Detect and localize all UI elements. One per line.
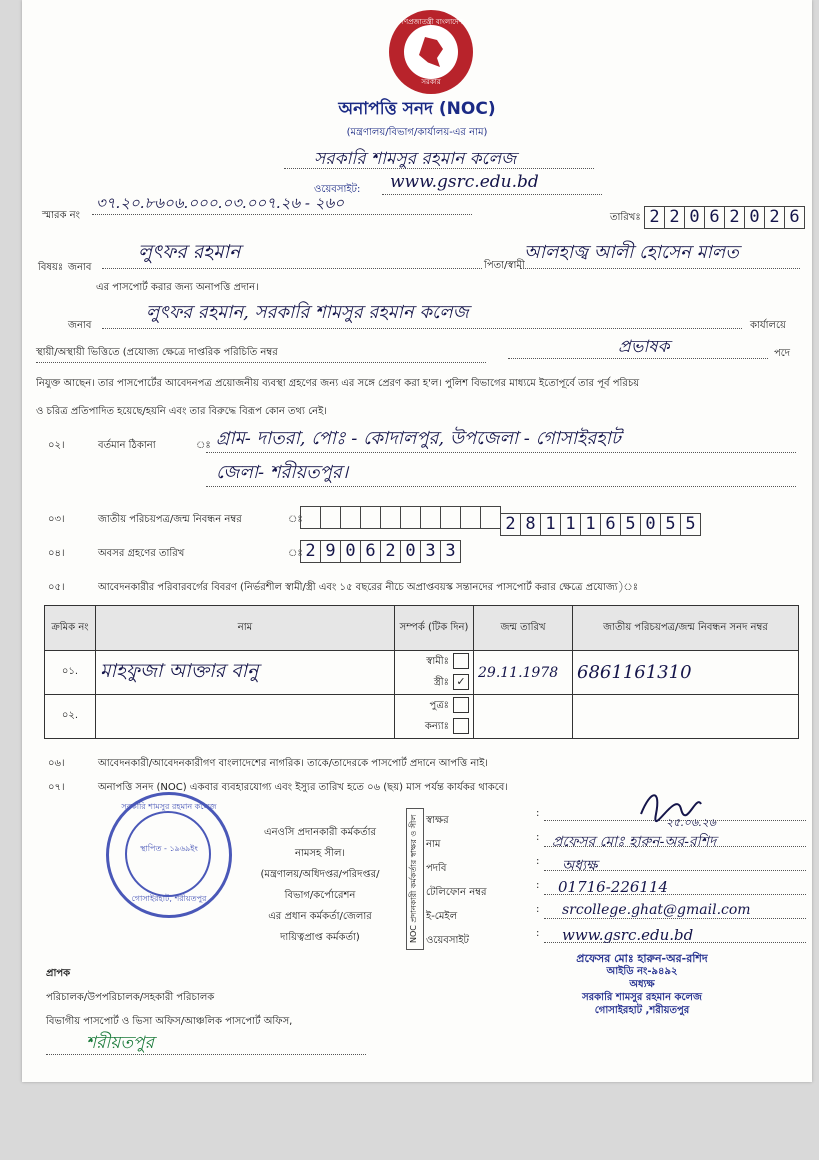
nid-digit-box (460, 506, 481, 529)
seal-line-address: গোসাইরহাট ,শরীয়তপুর (594, 1005, 690, 1016)
field-label: পদবি (426, 863, 447, 874)
date-digit-box: 2 (724, 206, 745, 229)
office-suffix: কার্যালয়ে (750, 320, 786, 331)
table-row (45, 695, 799, 739)
sign-date: ২৫.০৬.২৬ (666, 816, 716, 829)
issuer-desc-line: এনওসি প্রদানকারী কর্মকর্তার (263, 827, 377, 838)
principal-seal (522, 952, 762, 1017)
field-email: ই-মেইল : srcollege.ghat@gmail.com (426, 904, 806, 928)
nid-digit-box (340, 506, 361, 529)
field-label: টেলিফোন নম্বর (426, 887, 487, 898)
body-janab: জনাব (68, 320, 92, 331)
row-relation (395, 695, 474, 739)
temp-line-text: স্থায়ী/অস্থায়ী ভিত্তিতে (প্রযোজ্য ক্ষেত্রে দাপ্তরিক পরিচিতি নম্বর (36, 347, 278, 358)
nid-digit-box (480, 506, 501, 529)
college-stamp (106, 792, 232, 918)
father-name: আলহাজ্ব আলী হোসেন মালত (524, 242, 739, 263)
issuer-phone: 01716-226114 (558, 878, 669, 896)
recipient-label: প্রাপক (46, 968, 71, 979)
nid-digit-box (440, 506, 461, 529)
nid-digit-box (300, 506, 321, 529)
memo-label: স্মারক নং (42, 210, 80, 221)
item-02-colon: ঃ (196, 440, 211, 451)
retirement-date-boxes (300, 540, 460, 563)
nid-digit-box (360, 506, 381, 529)
field-signature: স্বাক্ষর : ২৫.০৬.২৬ (426, 808, 806, 832)
retire-digit-box: 0 (340, 540, 361, 563)
col-relation: সম্পর্ক (টিক দিন) (395, 606, 474, 651)
family-table-header (45, 606, 799, 651)
nid-digit-box: 8 (520, 513, 541, 536)
nid-digit-box: 5 (660, 513, 681, 536)
issuer-website: www.gsrc.edu.bd (562, 926, 694, 944)
subject-purpose: এর পাসপোর্ট করার জন্য অনাপত্তি প্রদান। (96, 282, 259, 293)
subtitle: (মন্ত্রণালয়/বিভাগ/কার্যালয়-এর নাম) (346, 127, 488, 138)
seal-line-designation: অধ্যক্ষ (629, 979, 655, 990)
item-04-label: অবসর গ্রহণের তারিখ (98, 548, 185, 559)
date-digit-box: 2 (644, 206, 665, 229)
row-dob (474, 695, 573, 739)
item-06-number: ০৬। (48, 758, 65, 769)
office-name-line (284, 146, 594, 169)
col-nid: জাতীয় পরিচয়পত্র/জন্ম নিবন্ধন সনদ নম্বর (573, 606, 799, 651)
husband-checkbox[interactable] (453, 653, 469, 669)
family-table (44, 605, 799, 739)
daughter-checkbox[interactable] (453, 718, 469, 734)
item-05-label: আবেদনকারীর পরিবারবর্গের বিবরণ (নির্ভরশীল স্বামী/স্ত্রী এবং ১৫ বছরের নীচে অপ্রাপ্তবয়স্ক সন্তানদের পাসপোর্ট করার ক্ষেত্রে প্রযোজ্য)ঃ (98, 582, 639, 593)
seal-line-college: সরকারি শামসুর রহমান কলেজ (582, 992, 702, 1003)
item-05-number: ০৫। (48, 582, 65, 593)
stamp-bottom-text: গোসাইরহাট, শরীয়তপুর (131, 894, 207, 903)
son-checkbox[interactable] (453, 697, 469, 713)
issuer-desc-line: দায়িত্বপ্রাপ্ত কর্মকর্তা) (280, 932, 360, 943)
memo-line (92, 192, 472, 215)
body-line-4: ও চরিত্র প্রতিপাদিত হয়েছে/হয়নি এবং তার বিরুদ্ধে বিরূপ কোন তথ্য নেই। (36, 406, 327, 417)
name-office-line (102, 298, 742, 329)
name-office: লুৎফর রহমান, সরকারি শামসুর রহমান কলেজ (146, 302, 469, 323)
subject-label: বিষয়ঃ (38, 262, 64, 273)
retire-digit-box: 3 (440, 540, 461, 563)
website-value: www.gsrc.edu.bd (390, 172, 539, 192)
issuer-fields (426, 808, 806, 952)
date-digit-box: 2 (764, 206, 785, 229)
date-digit-box: 2 (664, 206, 685, 229)
subject-janab: জনাব (68, 262, 92, 273)
item-03-label: জাতীয় পরিচয়পত্র/জন্ম নিবন্ধন নম্বর (98, 514, 242, 525)
relation-son-label: পুত্রঃ (429, 700, 449, 711)
row-nid (573, 651, 799, 695)
applicant-name-line (102, 238, 482, 269)
designation: প্রভাষক (618, 337, 670, 357)
nid-digit-box: 1 (560, 513, 581, 536)
designation-line (508, 334, 768, 359)
retire-digit-box: 2 (300, 540, 321, 563)
bangladesh-map-icon (416, 37, 446, 67)
item-03-number: ০৩। (48, 514, 65, 525)
nid-boxes (300, 506, 700, 536)
item-04-number: ০৪। (48, 548, 65, 559)
address-1: গ্রাম- দাতরা, পোঃ - কোদালপুর, উপজেলা - গোসাইরহাট (216, 428, 621, 449)
issuer-name: প্রফেসর মোঃ হারুন-অর-রশিদ (552, 834, 717, 850)
recipient-place: শরীয়তপুর (86, 1033, 154, 1053)
nid-digit-box: 5 (680, 513, 701, 536)
retire-digit-box: 0 (400, 540, 421, 563)
member-nid: 6861161310 (577, 662, 692, 683)
row-name (96, 695, 395, 739)
row-serial: ০২. (45, 695, 96, 739)
date-label: তারিখঃ (610, 212, 641, 223)
nid-digit-box: 6 (600, 513, 621, 536)
row-relation (395, 651, 474, 695)
government-seal (389, 10, 473, 94)
recipient-place-line (46, 1030, 366, 1055)
nid-digit-box: 0 (640, 513, 661, 536)
recipient-line-1: পরিচালক/উপপরিচালক/সহকারী পরিচালক (46, 992, 215, 1003)
row-nid (573, 695, 799, 739)
field-label: স্বাক্ষর (426, 815, 449, 826)
item-04-colon: ঃ (288, 548, 303, 559)
stamp-middle-text: স্থাপিত - ১৯৬৯ইং (140, 844, 198, 853)
item-02-label: বর্তমান ঠিকানা (98, 440, 156, 451)
issuer-email: srcollege.ghat@gmail.com (562, 902, 751, 918)
row-serial: ০১. (45, 651, 96, 695)
member-name: মাহফুজা আক্তার বানু (100, 659, 259, 682)
retire-digit-box: 9 (320, 540, 341, 563)
item-02-number: ০২। (48, 440, 65, 451)
date-digit-box: 0 (684, 206, 705, 229)
seal-bottom-text: সরকার (421, 78, 441, 86)
nid-digit-box (400, 506, 421, 529)
applicant-name: লুৎফর রহমান (138, 241, 241, 263)
item-07-number: ০৭। (48, 782, 65, 793)
nid-digit-box: 1 (540, 513, 561, 536)
seal-top-text: গণপ্রজাতন্ত্রী বাংলাদেশ (399, 18, 463, 26)
issuer-desc-line: এর প্রধান কর্মকর্তা/জেলার (268, 911, 372, 922)
field-website: ওয়েবসাইট : www.gsrc.edu.bd (426, 928, 806, 952)
field-phone: টেলিফোন নম্বর : 01716-226114 (426, 880, 806, 904)
nid-digit-box (420, 506, 441, 529)
issuer-desc-line: বিভাগ/কর্পোরেশন (284, 890, 356, 901)
seal-line-id: আইডি নং-৯৪৯২ (606, 966, 678, 977)
noc-vertical-text: NOC প্রদানকারী কর্মকর্তার স্বাক্ষর ও সীল (409, 814, 418, 944)
father-label: পিতা/স্বামী (484, 260, 525, 271)
issuer-designation: অধ্যক্ষ (562, 858, 598, 874)
issuer-desc-line: (মন্ত্রণালয়/অধিদপ্তর/পরিদপ্তর/ (260, 869, 380, 880)
col-serial: ক্রমিক নং (45, 606, 96, 651)
address-line-2 (206, 458, 796, 487)
field-label: ওয়েবসাইট (426, 935, 469, 946)
noc-document (22, 0, 812, 1082)
date-digit-box: 6 (704, 206, 725, 229)
row-name (96, 651, 395, 695)
stamp-top-text: সরকারি শামসুর রহমান কলেজ (121, 802, 217, 811)
recipient-line-2: বিভাগীয় পাসপোর্ট ও ভিসা অফিস/আঞ্চলিক পাসপোর্ট অফিস, (46, 1016, 293, 1027)
temp-line (36, 345, 486, 363)
body-line-3: নিযুক্ত আছেন। তার পাসপোর্টের আবেদনপত্র প্রয়োজনীয় ব্যবস্থা গ্রহণের জন্য এর সঙ্গে প্রেরণ করা হ'ল। পুলিশ বিভাগের মাধ্যমে ইতোপূর্বে তার পূর্ব পরিচয় (36, 378, 640, 389)
retire-digit-box: 2 (380, 540, 401, 563)
relation-husband-label: স্বামীঃ (426, 656, 449, 667)
retire-digit-box: 6 (360, 540, 381, 563)
relation-daughter-label: কন্যাঃ (424, 721, 449, 732)
relation-wife-label: স্ত্রীঃ (433, 677, 449, 688)
memo-number: ৩৭.২০.৮৬০৬.০০০.০৩.০০৭.২৬ - ২৬০ (96, 194, 345, 212)
seal-line-name: প্রফেসর মোঃ হারুন-অর-রশিদ (576, 952, 708, 965)
field-name: নাম : প্রফেসর মোঃ হারুন-অর-রশিদ (426, 832, 806, 856)
item-07-text: অনাপত্তি সনদ (NOC) একবার ব্যবহারযোগ্য এবং ইস্যুর তারিখ হতে ০৬ (ছয়) মাস পর্যন্ত কার্যকর থাকবে। (98, 782, 508, 793)
date-digit-box: 0 (744, 206, 765, 229)
issuer-desc-line: নামসহ সীল। (295, 848, 345, 859)
row-dob (474, 651, 573, 695)
page-title: অনাপত্তি সনদ (NOC) (338, 99, 496, 119)
wife-checkbox[interactable]: ✓ (453, 674, 469, 690)
address-line-1 (206, 424, 796, 453)
nid-digit-box: 5 (620, 513, 641, 536)
nid-digit-box (320, 506, 341, 529)
nid-digit-box: 1 (580, 513, 601, 536)
nid-digit-box: 2 (500, 513, 521, 536)
father-name-line (520, 238, 800, 269)
member-dob: 29.11.1978 (478, 664, 559, 681)
retire-digit-box: 3 (420, 540, 441, 563)
issuer-description (240, 822, 400, 948)
noc-vertical-box (406, 808, 424, 950)
col-name: নাম (96, 606, 395, 651)
table-row (45, 651, 799, 695)
date-digit-box: 6 (784, 206, 805, 229)
col-dob: জন্ম তারিখ (474, 606, 573, 651)
item-06-text: আবেদনকারী/আবেদনকারীগণ বাংলাদেশের নাগরিক। তাকে/তাদেরকে পাসপোর্ট প্রদানে আপত্তি নাই। (98, 758, 489, 769)
website-label: ওয়েবসাইট: (314, 184, 361, 195)
item-03-colon: ঃ (288, 514, 303, 525)
office-name: সরকারি শামসুর রহমান কলেজ (314, 149, 517, 169)
address-2: জেলা- শরীয়তপুর। (216, 462, 349, 483)
field-label: নাম (426, 839, 441, 850)
post-suffix: পদে (774, 348, 791, 359)
field-label: ই-মেইল (426, 911, 458, 922)
field-designation: পদবি : অধ্যক্ষ (426, 856, 806, 880)
nid-digit-box (380, 506, 401, 529)
date-boxes (644, 206, 804, 229)
